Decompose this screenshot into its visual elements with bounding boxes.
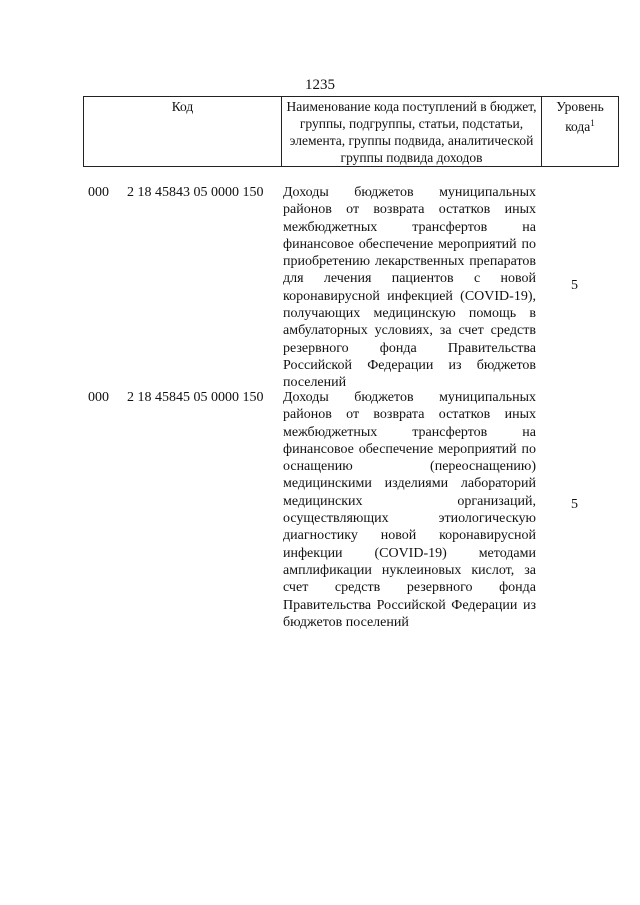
row-code: 2 18 45845 05 0000 150	[127, 390, 264, 405]
row-description: Доходы бюджетов муниципальных районов от возврата остатков иных межбюджетных трансфертов на финансовое обеспечение мероприятий по приобретению лекарственных препаратов для лечения пациентов с новой коронавирусной инфекцией (COVID-19), получающих медицинскую помощь в амбулаторных условиях, за счет средств резервного фонда Правительства Российской Федерации из бюджетов поселений	[283, 185, 536, 391]
header-level	[542, 97, 619, 167]
row-code: 2 18 45843 05 0000 150	[127, 185, 264, 200]
header-level-label: Уровень кода	[556, 99, 604, 134]
row-level: 5	[571, 497, 578, 512]
table-row	[83, 184, 605, 391]
row-level: 5	[571, 278, 578, 293]
header-level-footnote: 1	[590, 118, 595, 128]
table-header	[83, 96, 619, 167]
page-number: 1235	[305, 77, 335, 93]
header-code: Код	[84, 97, 282, 167]
row-description: Доходы бюджетов муниципальных районов от возврата остатков иных межбюджетных трансфертов на финансовое обеспечение мероприятий по оснащению (переоснащению) медицинскими изделиями лабораторий медицинских организаций, осуществляющих этиологическую диагностику новой коронавирусной инфекции (COVID-19) методами амплификации нуклеиновых кислот, за счет средств резервного фонда Правительства Российской Федерации из бюджетов поселений	[283, 390, 536, 630]
header-name: Наименование кода поступлений в бюджет, группы, подгруппы, статьи, подстатьи, элемента, группы подвида, аналитической группы подвида доходов	[282, 97, 542, 167]
row-prefix: 000	[88, 185, 109, 200]
table-header-row	[84, 97, 619, 167]
table-row	[83, 389, 605, 629]
row-prefix: 000	[88, 390, 109, 405]
